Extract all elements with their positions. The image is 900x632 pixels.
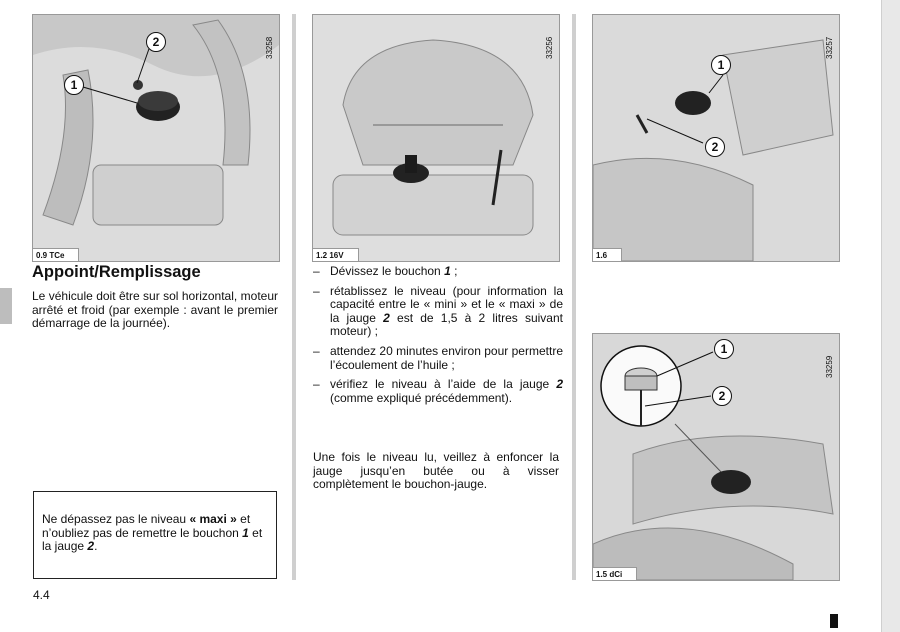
note-maxi: « maxi » (189, 512, 237, 526)
list-dash: – (313, 264, 320, 278)
figure-code: 33259 (825, 355, 834, 378)
figure-label: 0.9 TCe (33, 248, 79, 261)
section-tab-marker (0, 288, 12, 324)
step-item (313, 285, 563, 339)
figure-label: 1.5 dCi (593, 567, 637, 580)
step-ref: 1 (444, 264, 451, 278)
figure-engine-1-5-dci (592, 333, 840, 581)
end-of-section-mark (830, 614, 838, 628)
step-item (313, 378, 563, 405)
callout-2: 2 (146, 32, 166, 52)
step-text: attendez 20 minutes environ pour permettre l’écoulement de l’huile ; (330, 343, 563, 372)
page-edge (881, 0, 900, 632)
note-ref-dipstick: 2 (87, 539, 95, 554)
note-text: et la jauge (42, 525, 263, 554)
step-text: vérifiez le niveau à l’aide de la jauge (330, 377, 557, 392)
column-separator-1 (292, 14, 296, 580)
figure-label: 1.6 (593, 248, 622, 261)
note-text: et n’oubliez pas de remettre le bouchon (42, 512, 251, 540)
figure-label: 1.2 16V (313, 248, 359, 261)
callout-1: 1 (711, 55, 731, 75)
step-text: rétablissez le niveau (pour information la capacité entre le « mini » et le « maxi » de la jauge (330, 283, 563, 325)
figure-engine-0-9-tce (32, 14, 280, 262)
callout-1: 1 (714, 339, 734, 359)
closing-paragraph: Une fois le niveau lu, veillez à enfoncer la jauge jusqu’en butée ou à visser complètement le bouchon-jauge. (313, 450, 559, 492)
note-text: Ne dépassez pas le niveau (42, 512, 190, 526)
list-dash: – (313, 377, 320, 392)
section-title: Appoint/Remplissage (32, 263, 201, 281)
list-dash: – (313, 283, 320, 298)
callout-2: 2 (705, 137, 725, 157)
step-ref: 2 (383, 310, 390, 325)
figure-code: 33256 (545, 36, 554, 59)
engine-illustration (593, 334, 839, 580)
step-text: est de 1,5 à 2 litres suivant moteur) ; (330, 310, 563, 339)
step-text: ; (450, 264, 458, 278)
step-item (313, 265, 563, 279)
callout-1: 1 (64, 75, 84, 95)
list-dash: – (313, 343, 320, 358)
callout-2: 2 (712, 386, 732, 406)
step-item (313, 345, 563, 372)
warning-note (33, 491, 277, 579)
note-text: . (94, 539, 98, 554)
page-number: 4.4 (33, 588, 50, 602)
note-ref-cap: 1 (242, 525, 249, 540)
engine-illustration (313, 15, 559, 261)
intro-paragraph: Le véhicule doit être sur sol horizontal, moteur arrêté et froid (par exemple : avant le premier démarrage de la journée). (32, 289, 278, 331)
figure-code: 33258 (265, 36, 274, 59)
figure-engine-1-2-16v (312, 14, 560, 262)
step-text: (comme expliqué précédemment). (330, 390, 513, 405)
step-ref: 2 (556, 377, 563, 392)
procedure-steps (313, 265, 563, 411)
figure-engine-1-6 (592, 14, 840, 262)
column-separator-2 (572, 14, 576, 580)
figure-code: 33257 (825, 36, 834, 59)
step-text: Dévissez le bouchon (330, 264, 445, 278)
